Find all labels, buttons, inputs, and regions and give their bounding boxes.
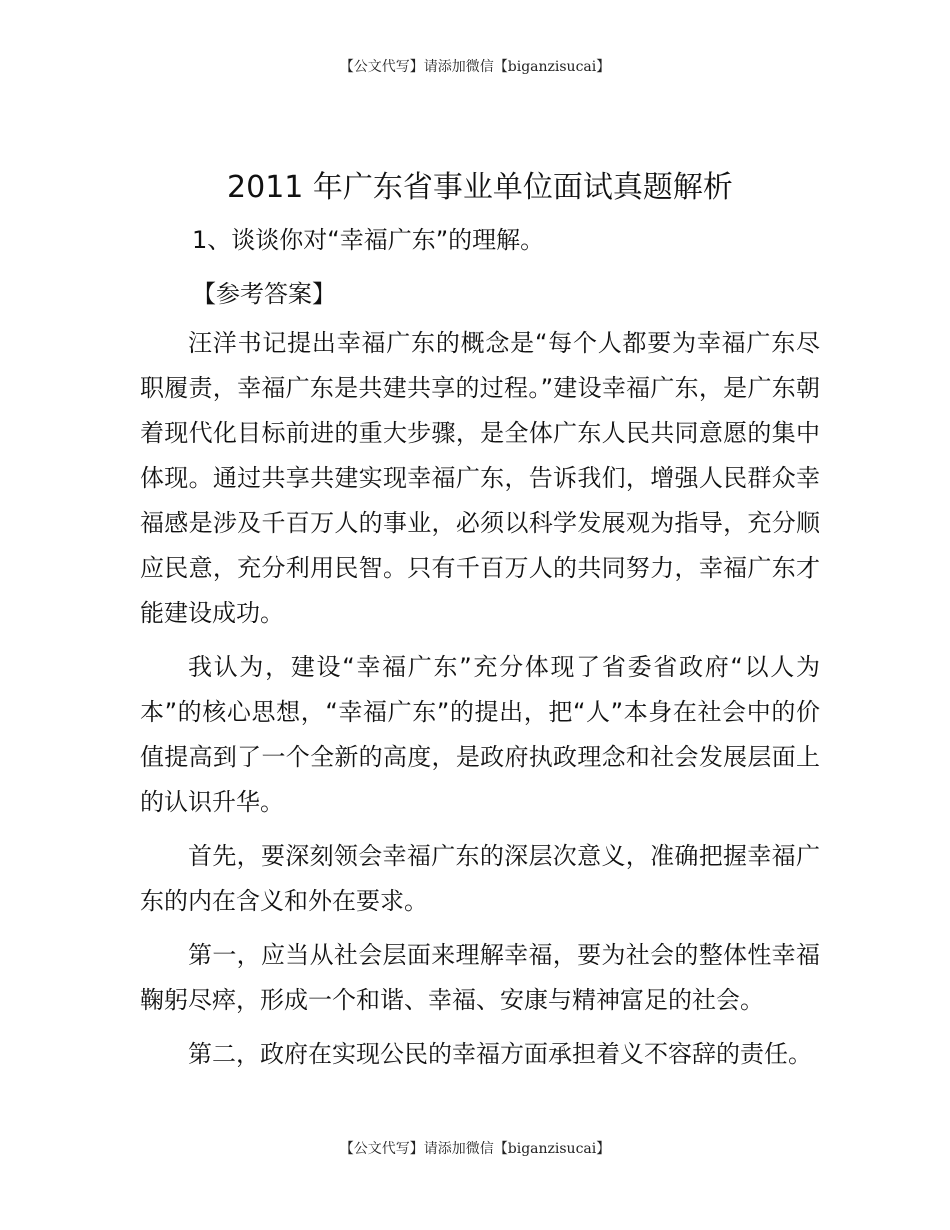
page-footer: 【公文代写】请添加微信【biganzisucai】 (339, 1141, 611, 1157)
page-header: 【公文代写】请添加微信【biganzisucai】 (339, 59, 611, 75)
paragraph: 第一，应当从社会层面来理解幸福，要为社会的整体性幸福鞠躬尽瘁，形成一个和谐、幸福、安康与精神富足的社会。 (140, 941, 820, 1014)
document-body (140, 168, 820, 1077)
document-title: 2011 年广东省事业单位面试真题解析 (227, 170, 733, 205)
paragraph: 我认为，建设“幸福广东”充分体现了省委省政府“以人为本”的核心思想，“幸福广东”的提出，把“人”本身在社会中的价值提高到了一个全新的高度，是政府执政理念和社会发展层面上的认识升华。 (140, 653, 820, 816)
paragraph: 第二，政府在实现公民的幸福方面承担着义不容辞的责任。 (188, 1040, 812, 1068)
paragraph: 首先，要深刻领会幸福广东的深层次意义，准确把握幸福广东的内在含义和外在要求。 (140, 842, 820, 915)
paragraph: 汪洋书记提出幸福广东的概念是“每个人都要为幸福广东尽职履责，幸福广东是共建共享的过程。”建设幸福广东，是广东朝着现代化目标前进的重大步骤，是全体广东人民共同意愿的集中体现。通过共享共建实现幸福广东，告诉我们，增强人民群众幸福感是涉及千百万人的事业，必须以科学发展观为指导，充分顺应民意，充分利用民智。只有千百万人的共同努力，幸福广东才能建设成功。 (140, 329, 820, 627)
answer-label: 【参考答案】 (192, 280, 336, 308)
question-text: 1、谈谈你对“幸福广东”的理解。 (192, 226, 545, 254)
